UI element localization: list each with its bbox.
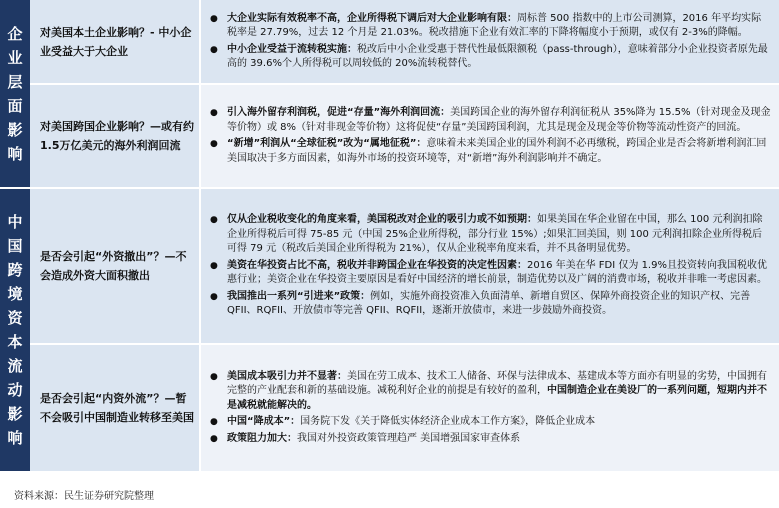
list-item: ● 美国成本吸引力并不显著：美国在劳工成本、技术工人储备、环保与法律成本、基建成本等方面亦有明显的劣势，中国拥有完整的产业配套和新的基础设施。减税利好企业的前提是有较好的盈利，中国制造企业在美设厂的一系列问题，短期内并不是减税就能解决的。 <box>210 370 767 411</box>
question-cell: 对美国跨国企业影响？—或有约1.5万亿美元的海外利润回流 <box>30 84 200 188</box>
bullet-icon: ● <box>210 215 218 226</box>
bullet-icon: ● <box>210 417 218 428</box>
bullet-icon: ● <box>210 433 218 444</box>
bullet-icon: ● <box>210 108 218 118</box>
section-label-enterprise: 企业层面影响 <box>0 0 30 188</box>
list-item: ● 美资在华投资占比不高，税收并非跨国企业在华投资的决定性因素：2016 年美在华 FDI 仅为 1.9%且投资转向我国税收优惠行业；美资企业在华投资主要原因是看好中国经济的增长前景，制造优势以及广阔的消费市场，税收并非唯一考虑因素。 <box>210 259 767 286</box>
list-item: ● “新增”利润从“全球征税”改为“属地征税”：意味着未来美国企业的国外利润不必再缴税，跨国企业是否会将新增利润汇回美国取决于多方面因素，如海外市场的投资环境等，对“新增”海外利润影响并不确定。 <box>210 138 767 164</box>
list-item: ● 仅从企业税收变化的角度来看，美国税改对企业的吸引力或不如预期：如果美国在华企业留在中国，那么 100 元利润扣除企业所得税后可得 75-85 元（中国 25%企业所得税，部分行业 15%）;如果汇回美国，则 100 元利润扣除企业所得税后可得 79 元（税改后美国企业所得税为 21%），仅从企业税率角度来看，并不具备明显优势。 <box>210 214 763 255</box>
list-item: ● 大企业实际有效税率不高，企业所得税下调后对大企业影响有限：周标普 500 指数中的上市公司测算，2016 年平均实际税率是 27.79%，过去 12 个月是 21.03%。税改措施下企业有效汇率的下降将幅度小于预期，或仅有 2-3%的降幅。 <box>210 12 762 38</box>
detail-cell <box>200 188 779 344</box>
list-item: ● 政策阻力加大：我国对外投资政策管理趋严 美国增强国家审查体系 <box>201 431 779 448</box>
detail-cell <box>200 0 779 84</box>
bullet-icon: ● <box>210 139 218 149</box>
bullet-icon: ● <box>210 260 218 271</box>
list-item: ● 中国“降成本”：国务院下发《关于降低实体经济企业成本工作方案》，降低企业成本 <box>201 414 779 431</box>
question-cell: 是否会引起“内资外流”？—暂不会吸引中国制造业转移至美国 <box>30 344 200 472</box>
list-item: ● 我国推出一系列“引进来”政策：例如，实施外商投资准入负面清单、新增自贸区、保障外商投资企业的知识产权、完善 QFII、RQFII、开放债市等完善 QFII、RQFII，逐渐开放债市，来进一步鼓励外商投资。 <box>210 290 751 317</box>
bullet-icon: ● <box>210 291 218 302</box>
question-cell: 对美国本土企业影响？- 中小企业受益大于大企业 <box>30 0 200 84</box>
section-label-capital-flow: 中国跨境资本流动影响 <box>0 188 30 472</box>
detail-cell <box>200 344 779 472</box>
source-note: 资料来源：民生证券研究院整理 <box>14 491 154 502</box>
list-item: ● 引入海外留存利润税，促进“存量”海外利润回流：美国跨国企业的海外留存利润征税从 35%降为 15.5%（针对现金及现金等价物）或 8%（针对非现金等价物）这将促使“存量”美国跨国利润，尤其是现金及现金等价物等流动性资产的回流。 <box>210 107 771 133</box>
bullet-icon: ● <box>210 44 218 55</box>
question-cell: 是否会引起“外资撤出”？—不会造成外资大面积撤出 <box>30 188 200 344</box>
bullet-icon: ● <box>210 371 218 382</box>
list-item: ● 中小企业受益于流转税实施：税改后中小企业受惠于替代性最低限额税（pass-through），意味着部分小企业投资者原先最高的 39.6%个人所得税可以周较低的 20%流转税替代。 <box>210 43 768 69</box>
bullet-icon: ● <box>210 13 218 24</box>
detail-cell <box>200 84 779 188</box>
